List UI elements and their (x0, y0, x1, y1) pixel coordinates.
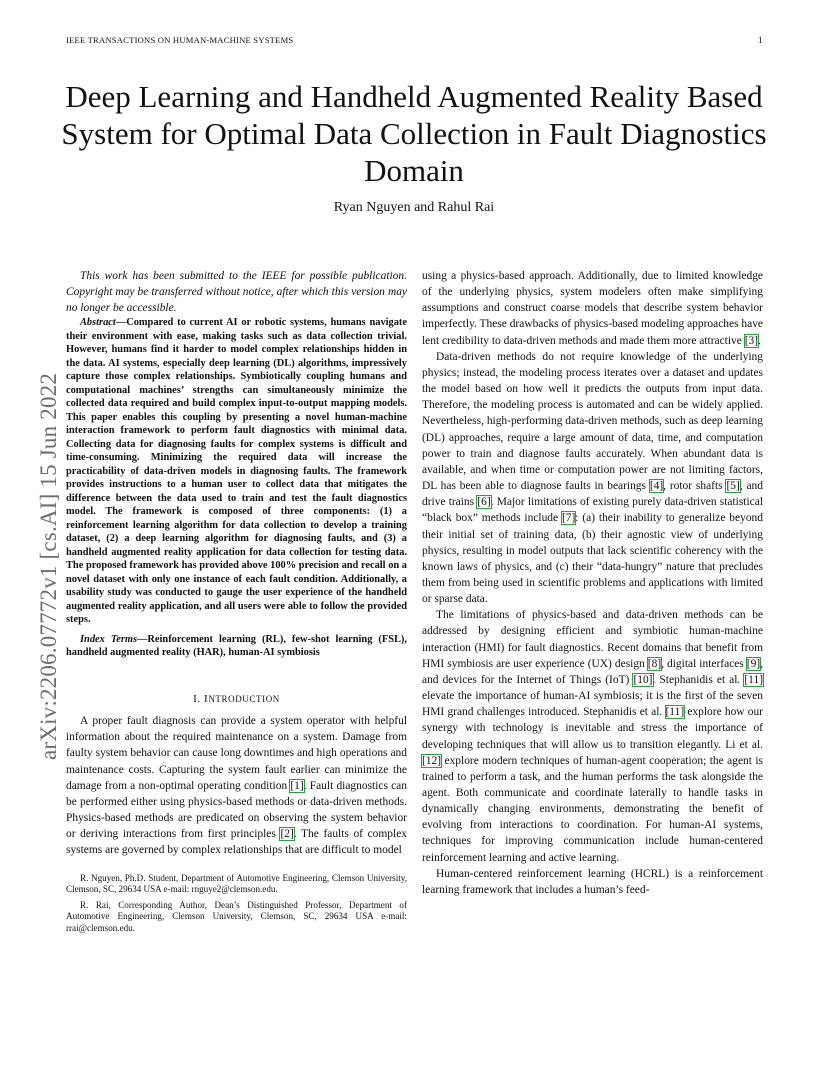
right-column (422, 268, 763, 898)
submission-note: This work has been submitted to the IEEE for possible publication. Copyright may be transferred without notice, after which this version may no longer be accessible. (66, 270, 407, 315)
p3-text-b: , digital interfaces (661, 657, 747, 670)
p1-text-b: . (758, 334, 761, 347)
intro-text-b: . Fault diagnostics can be performed either using physics-based methods or data-driven methods. Physics-based methods are predicated on observing the system behavior or deriving interactions from first principles (66, 779, 407, 841)
citation-link[interactable]: [12] (422, 754, 442, 767)
running-head: IEEE TRANSACTIONS ON HUMAN-MACHINE SYSTEMS (66, 35, 294, 45)
p3-text-d: . Stephanidis et al. (652, 673, 745, 686)
abstract-label: Abstract (80, 317, 116, 329)
section-first-letter: I (204, 692, 209, 705)
arxiv-stamp[interactable]: arXiv:2206.07772v1 [cs.AI] 15 Jun 2022 (36, 372, 61, 760)
citation-link[interactable]: [2] (280, 828, 294, 841)
section-heading (66, 691, 407, 707)
body-paragraph (422, 607, 763, 866)
citation-link[interactable]: [11] (744, 673, 764, 686)
index-terms-label: Index Terms (80, 633, 138, 645)
body-paragraph: Human-centered reinforcement learning (HCRL) is a reinforcement learning framework that includes a human’s feed- (422, 867, 763, 896)
p3-text-a: The limitations of physics-based and data-driven methods can be addressed by designing efficient and symbiotic human-machine interaction (HMI) for fault diagnostics. Recent domains that benefit from HMI symbiosis are user experience (UX) design (422, 609, 763, 670)
p2-text-d: . Major limitations of existing purely data-driven statistical “black box” methods include (422, 496, 763, 525)
citation-link[interactable]: [3] (744, 334, 759, 347)
section-title-rest: NTRODUCTION (208, 693, 280, 704)
page-number: 1 (758, 35, 763, 45)
citation-link[interactable]: [11] (665, 706, 685, 719)
citation-link[interactable]: [8] (647, 657, 662, 670)
p1-text-a: using a physics-based approach. Additionally, due to limited knowledge of the underlying physics, system modelers often make simplifying assumptions and construct coarse models that describe system behavior imperfectly. These drawbacks of physics-based modeling approaches have lent credibility to data-driven methods and made them more attractive (422, 270, 763, 347)
p3-text-f: explore how our synergy with technology is inevitable and stress the importance of developing techniques that will allow us to transition elegantly. Li et al. (422, 706, 763, 751)
intro-text-a: A proper fault diagnosis can provide a system operator with helpful information about the required maintenance on a system. Damage from faulty system behavior can cause long downtimes and high operations and maintenance costs. Capturing the system fault earlier can minimize the damage from a non-optimal operating condition (66, 715, 407, 792)
citation-link[interactable]: [6] (477, 496, 491, 509)
citation-link[interactable]: [9] (746, 657, 761, 670)
p3-text-g: explore modern techniques of human-agent cooperation; the agent is trained to perform a task, and the human performs the task alongside the agent. Both communicate and coordinate laterally to handle tasks in dynamically changing environments, demonstrating the benefit of evolving from interactions to coordination. For human-AI systems, techniques for improving communication include human-centered reinforcement learning and active learning. (422, 754, 763, 864)
paper-authors: Ryan Nguyen and Rahul Rai (333, 200, 495, 215)
body-paragraph (422, 268, 763, 349)
intro-paragraph (66, 713, 407, 858)
body-paragraph (422, 349, 763, 608)
paper-title: Deep Learning and Handheld Augmented Reality Based System for Optimal Data Collection in Fault Diagnostics Domain (61, 79, 767, 188)
p3-text-c: , and devices for the Internet of Things (IoT) (422, 657, 763, 686)
p3-text-e: elevate the importance of human-AI symbiosis; it is the first of the seven HMI grand challenges introduced. Stephanidis et al. (422, 690, 763, 719)
index-terms (66, 633, 407, 660)
citation-link[interactable]: [10] (633, 673, 653, 686)
footnote-author-2: R. Rai, Corresponding Author, Dean’s Distinguished Professor, Department of Automotive Engineering, Clemson University, Clemson, SC, 29634 USA e-mail: rrai@clemson.edu. (66, 899, 407, 933)
citation-link[interactable]: [4] (649, 480, 664, 493)
p2-text-e: : (a) their inability to generalize beyond their initial set of training data, (b) their agnostic view of underlying physics, resulting in model outputs that lack scientific coherency with the known laws of physics, and (c) their “data-hungry” nature that precludes them from being used in scientific problems and applications with limited or sparse data. (422, 512, 763, 606)
citation-link[interactable]: [1] (290, 779, 304, 792)
citation-link[interactable]: [5] (726, 480, 740, 493)
index-terms-text: —Reinforcement learning (RL), few-shot learning (FSL), handheld augmented reality (HAR), human-AI symbiosis (66, 633, 407, 659)
left-column (66, 268, 407, 935)
p2-text-b: , rotor shafts (663, 480, 727, 493)
p2-text-c: , and drive trains (422, 480, 763, 509)
intro-text-c: . The faults of complex systems are governed by complex relationships that are difficult to model (66, 828, 407, 857)
abstract-text: —Compared to current AI or robotic systems, humans navigate their environment with ease, making tasks such as data collection trivial. However, humans find it harder to model complex relationships hidden in the data. AI systems, especially deep learning (DL) algorithms, impressively capture those complex relationships. Symbiotically coupling humans and computational machines’ strengths can simultaneously minimize the collected data required and build complex input-to-output mapping models. This paper enables this coupling by presenting a novel human-machine interaction framework to perform fault diagnostics with minimal data. Collecting data for diagnosing faults for complex systems is difficult and time-consuming. Minimizing the required data will increase the practicability of data-driven models in diagnosing faults. The framework provides instructions to a human user to collect data that mitigates the difference between the data used to train and test the fault diagnostics model. The framework is composed of three components: (1) a reinforcement learning algorithm for data collection to develop a training dataset, (2) a deep learning algorithm for diagnosing faults, and (3) a handheld augmented reality application for data collection for testing data. The proposed framework has provided above 100% precision and recall on a novel dataset with only one instance of each fault condition. Additionally, a usability study was conducted to gauge the user experience of the handheld augmented reality application, and all users were able to follow the provided steps. (66, 317, 407, 626)
section-number: I. (193, 692, 205, 705)
citation-link[interactable]: [7] (561, 512, 576, 525)
abstract (66, 316, 407, 627)
footnote-author-1: R. Nguyen, Ph.D. Student, Department of Automotive Engineering, Clemson University, Clemson, SC, 29634 USA e-mail: rnguye2@clemson.edu. (66, 872, 407, 895)
p2-text-a: Data-driven methods do not require knowledge of the underlying physics; instead, the modeling process iterates over a dataset and updates the model based on how well it predicts the outputs from input data. Therefore, the modeling process is automated and can be widely applied. Nevertheless, high-performing data-driven methods, such as deep learning (DL) approaches, require a large amount of data, time, and computation power to train and diagnose faults accurately. When abundant data is available, and when time or computation power are not limiting factors, DL has been able to diagnose faults in bearings (422, 350, 763, 493)
